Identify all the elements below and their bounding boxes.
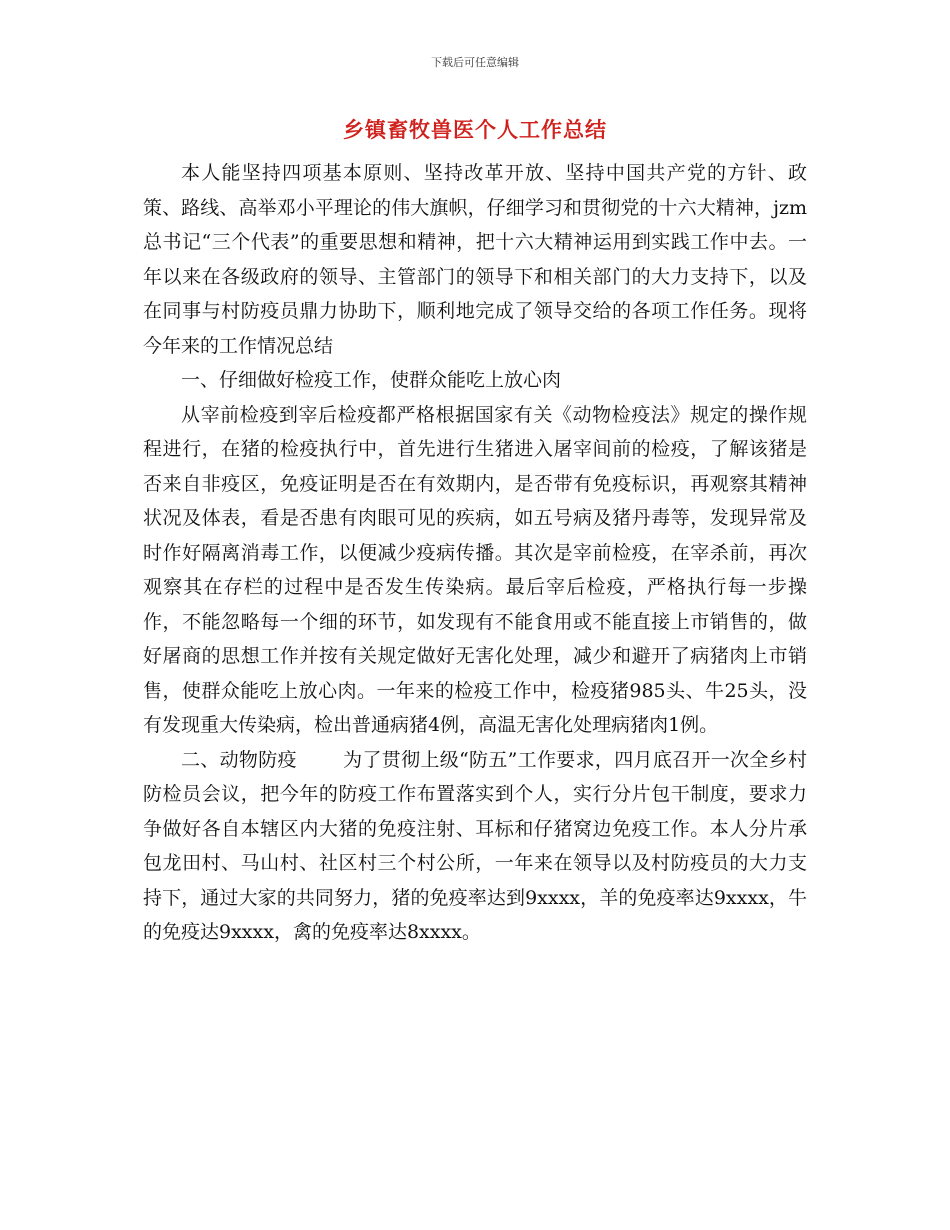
header-note: 下载后可任意编辑: [431, 56, 519, 69]
document-title: 乡镇畜牧兽医个人工作总结: [343, 117, 607, 142]
paragraph-inspection: 从宰前检疫到宰后检疫都严格根据国家有关《动物检疫法》规定的操作规程进行，在猪的检疫执行中，首先进行生猪进入屠宰间前的检疫，了解该猪是否来自非疫区，免疫证明是否在有效期内，是否带有免疫标识，再观察其精神状况及体表，看是否患有肉眼可见的疾病，如五号病及猪丹毒等，发现异常及时作好隔离消毒工作，以便减少疫病传播。其次是宰前检疫，在宰杀前，再次观察其在存栏的过程中是否发生传染病。最后宰后检疫，严格执行每一步操作，不能忽略每一个细的环节，如发现有不能食用或不能直接上市销售的，做好屠商的思想工作并按有关规定做好无害化处理，减少和避开了病猪肉上市销售，使群众能吃上放心肉。一年来的检疫工作中，检疫猪985头、牛25头，没有发现重大传染病，检出普通病猪4例，高温无害化处理病猪肉1例。: [143, 403, 807, 736]
section-heading-inspection: 一、仔细做好检疫工作，使群众能吃上放心肉: [181, 369, 562, 391]
document-body: [143, 156, 807, 950]
paragraph-intro: 本人能坚持四项基本原则、坚持改革开放、坚持中国共产党的方针、政策、路线、高举邓小平理论的伟大旗帜，仔细学习和贯彻党的十六大精神，jzm总书记“三个代表”的重要思想和精神，把十六大精神运用到实践工作中去。一年以来在各级政府的领导、主管部门的领导下和相关部门的大力支持下，以及在同事与村防疫员鼎力协助下，顺利地完成了领导交给的各项工作任务。现将今年来的工作情况总结: [143, 162, 807, 357]
paragraph-epidemic-prevention: [143, 743, 807, 950]
paragraph-epidemic-text: 为了贯彻上级“防五”工作要求，四月底召开一次全乡村防检员会议，把今年的防疫工作布置落实到个人，实行分片包干制度，要求力争做好各自本辖区内大猪的免疫注射、耳标和仔猪窝边免疫工作。本人分片承包龙田村、马山村、社区村三个村公所，一年来在领导以及村防疫员的大力支持下，通过大家的共同努力，猪的免疫率达到9xxxx，羊的免疫率达9xxxx，牛的免疫达9xxxx，禽的免疫率达8xxxx。: [143, 748, 807, 943]
section-heading-epidemic-prevention: 二、动物防疫: [181, 748, 297, 771]
